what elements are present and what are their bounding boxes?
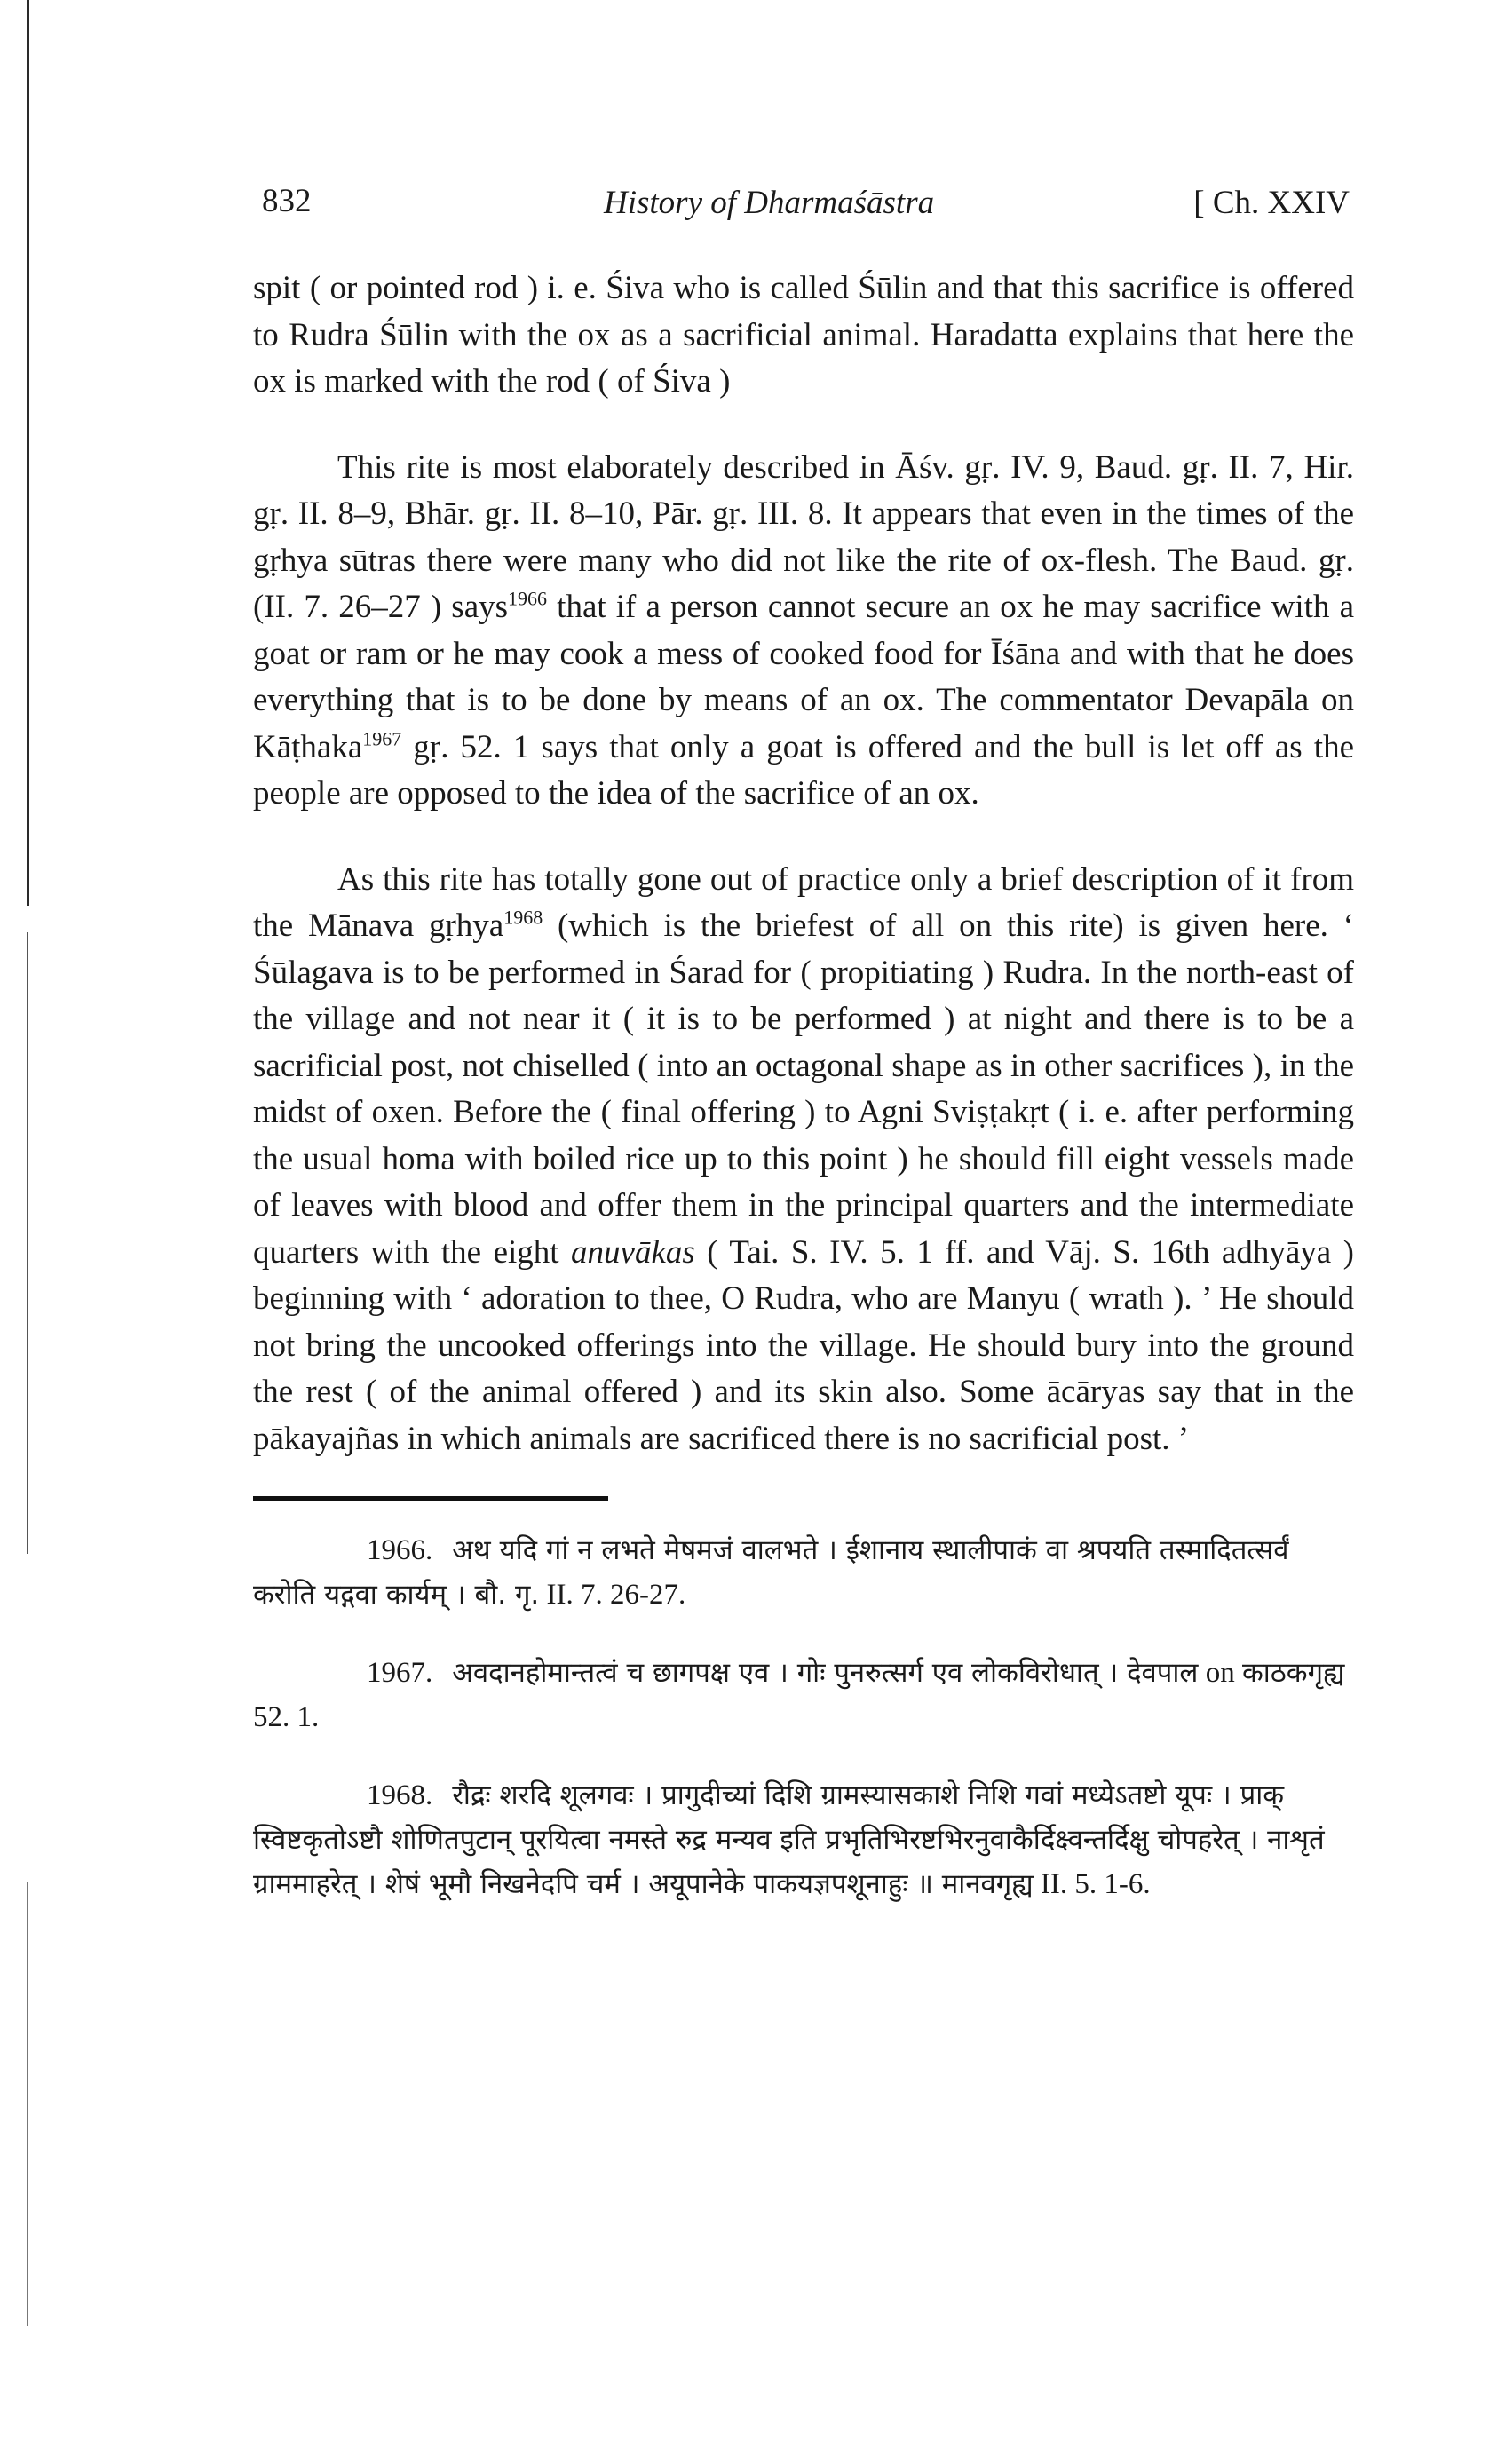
footnote-ref[interactable]: 1968 <box>503 906 543 929</box>
paragraph-text: This rite is most elaborately described in Āśv. gṛ. IV. 9, Baud. gṛ. II. 7, Hir. gṛ. II. 8–9, Bhār. gṛ. II. 8–10, Pār. gṛ. III. 8. It appears that even in the times of the gṛhya sūtras there were many who did not like the rite of ox-flesh. The Baud. gṛ. (II. 7. 26–27 ) says <box>253 448 1354 625</box>
footnote-sanskrit: रौद्रः शरदि शूलगवः । प्रागुदीच्यां दिशि ग्रामस्यासकाशे निशि गवां मध्येऽतष्टो यूपः । प्राक् स्विष्टकृतोऽष्टौ शोणितपुटान् पूरयित्वा नमस्ते रुद्र मन्यव इति प्रभृतिभिरष्टभिरनुवाकैर्दिक्ष्वन्तर्दिक्षु चोपहरेत् । नाशृतं ग्राममाहरेत् । शेषं भूमौ निखनेदपि चर्म । अयूपानेके पाकयज्ञपशूनाहुः ॥ मानवगृह्य <box>253 1779 1325 1900</box>
book-page <box>253 173 1354 1906</box>
footnote-citation: II. 5. 1-6. <box>1040 1868 1151 1900</box>
footnote-sanskrit: काठकगृह्य <box>1241 1657 1345 1689</box>
scan-edge-line <box>27 932 28 1554</box>
paragraph-text: ( Tai. S. IV. 5. 1 ff. and Vāj. S. 16th adhyāya ) beginning with ‘ adoration to thee, O Rudra, who are Manyu ( wrath ). ’ He should not bring the uncooked offerings into the village. He should bury into the ground the rest ( of the animal offered ) and its skin also. Some ācāryas say that in the pākayajñas in which animals are sacrificed there is no sacrificial post. ’ <box>253 1233 1354 1457</box>
footnote-number: 1966. <box>367 1534 433 1566</box>
footnote-citation: II. 7. 26-27. <box>546 1579 686 1611</box>
footnote-1966 <box>253 1528 1354 1617</box>
paragraph-text: spit ( or pointed rod ) i. e. Śiva who is called Śūlin and that this sacrifice is offered to Rudra Śūlin with the ox as a sacrificial animal. Haradatta explains that here the ox is marked with the rod ( of Śiva ) <box>253 270 1354 400</box>
paragraph-2 <box>253 445 1354 818</box>
footnote-1968 <box>253 1773 1354 1906</box>
scan-edge-line <box>27 1882 28 2326</box>
footnote-ref[interactable]: 1967 <box>362 727 402 750</box>
paragraph-3 <box>253 857 1354 1463</box>
footnote-separator <box>253 1496 608 1501</box>
footnote-number: 1967. <box>367 1657 433 1689</box>
footnote-1967 <box>253 1651 1354 1739</box>
paragraph-text: gṛ. 52. 1 says that only a goat is offered and the bull is let off as the people are opposed to the idea of the sacrifice of an ox. <box>253 728 1354 812</box>
paragraph-1 <box>253 265 1354 406</box>
page-header <box>253 173 1354 226</box>
chapter-label: [ Ch. XXIV <box>1193 185 1350 221</box>
page-number: 832 <box>262 183 312 219</box>
footnote-text: on <box>1205 1657 1235 1689</box>
footnote-sanskrit: अथ यदि गां न लभते मेषमजं वालभते । ईशानाय स्थालीपाकं वा श्रपयति तस्मादितत्सर्वं करोति यद्गवा कार्यम् । बौ. गृ. <box>253 1534 1289 1611</box>
paragraph-text: As this rite has totally gone out of practice only a brief description of it from the Mānava gṛhya <box>253 860 1354 944</box>
italic-term: anuvākas <box>571 1233 695 1271</box>
paragraph-text: that if a person cannot secure an ox he may sacrifice with a goat or ram or he may cook a mess of cooked food for Īśāna and with that he does everything that is to be done by means of an ox. The commentator Devapāla on Kāṭhaka <box>253 589 1354 765</box>
footnote-sanskrit: अवदानहोमान्तत्वं च छागपक्ष एव । गोः पुनरुत्सर्ग एव लोकविरोधात् । देवपाल <box>452 1657 1199 1689</box>
footnote-citation: 52. 1. <box>253 1701 320 1733</box>
paragraph-text: (which is the briefest of all on this rite) is given here. ‘ Śūlagava is to be performed in Śarad for ( propitiating ) Rudra. In the north-east of the village and not near it ( it is to be performed ) at night and there is to be a sacrificial post, not chiselled ( into an octagonal shape as in other sacrifices ), in the midst of oxen. Before the ( final offering ) to Agni Sviṣṭakṛt ( i. e. after performing the usual homa with boiled rice up to this point ) he should fill eight vessels made of leaves with blood and offer them in the principal quarters and the intermediate quarters with the eight <box>253 907 1354 1271</box>
footnote-ref[interactable]: 1966 <box>508 587 548 610</box>
running-title: History of Dharmaśāstra <box>604 185 935 221</box>
scan-edge-line <box>27 0 29 906</box>
footnote-number: 1968. <box>367 1779 433 1811</box>
